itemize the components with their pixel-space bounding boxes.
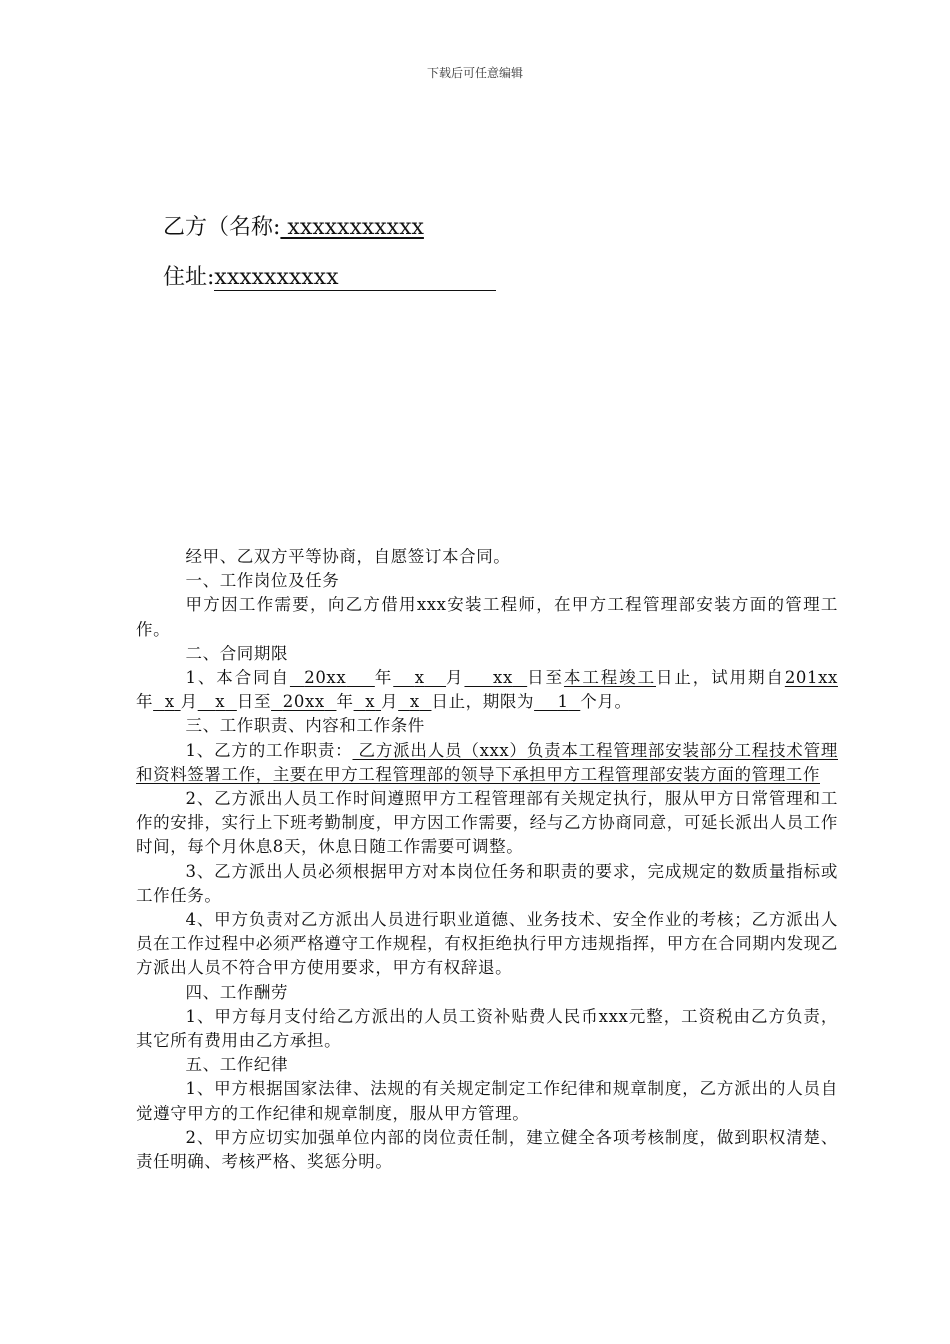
term-text: 年 [336,692,354,712]
term-text: 日止，试用期自 [656,668,785,688]
section-2-paragraph-1 [136,666,838,714]
section-1-title: 一、工作岗位及任务 [185,571,340,591]
term-text: 月 [180,692,198,712]
term-text: 日至 [527,668,564,688]
party-b-address-value: xxxxxxxxxx [214,265,339,290]
start-year: 20xx [304,668,347,688]
trial-end-day: x [409,692,420,712]
contract-body [136,545,838,1174]
trial-end-month: x [365,692,376,712]
term-text: 个月。 [580,692,632,712]
party-b-name-value: xxxxxxxxxxx [280,215,424,240]
term-months: 1 [557,692,569,712]
party-b-address-line [163,260,496,291]
trial-start-year: 201xx [784,668,838,688]
trial-start-day: x [215,692,226,712]
term-text: 月 [446,668,465,688]
party-b-address-label: 住址: [163,265,215,290]
section-3-title: 三、工作职责、内容和工作条件 [185,716,425,736]
section-4-paragraph-1: 1、甲方每月支付给乙方派出的人员工资补贴费人民币xxx元整，工资税由乙方负责，其它所有费用由乙方承担。 [136,1006,838,1051]
section-2-title: 二、合同期限 [185,643,289,663]
party-b-name-label: 乙方（名称: [163,215,281,240]
trial-end-year: 20xx [282,692,325,712]
section-5-paragraph-1: 1、甲方根据国家法律、法规的有关规定制定工作纪律和规章制度，乙方派出的人员自觉遵守甲方的工作纪律和规章制度，服从甲方管理。 [136,1079,838,1123]
party-b-address-field [214,266,496,291]
term-text: 月 [381,692,399,712]
party-b-name-line [163,210,424,241]
section-3-paragraph-3: 3、乙方派出人员必须根据甲方对本岗位任务和职责的要求，完成规定的数质量指标或工作任务。 [136,861,838,905]
term-text: 日至 [236,692,272,712]
header-note: 下载后可任意编辑 [426,66,523,80]
section-1-paragraph-1: 甲方因工作需要，向乙方借用xxx安装工程师，在甲方工程管理部安装方面的管理工作。 [136,595,838,639]
start-month: x [414,668,425,688]
term-text: 1、本合同自 [185,668,290,688]
section-4-title: 四、工作酬劳 [185,982,289,1002]
section-3-paragraph-1 [136,739,838,787]
section-3-paragraph-2: 2、乙方派出人员工作时间遵照甲方工程管理部有关规定执行，服从甲方日常管理和工作的安排，实行上下班考勤制度，甲方因工作需要，经与乙方协商同意，可延长派出人员工作时间，每个月休息8天，休息日随工作需要可调整。 [136,789,838,857]
section-3-paragraph-4: 4、甲方负责对乙方派出人员进行职业道德、业务技术、安全作业的考核；乙方派出人员在工作过程中必须严格遵守工作规程，有权拒绝执行甲方违规指挥，甲方在合同期内发现乙方派出人员不符合甲方使用要求，甲方有权辞退。 [136,910,838,978]
trial-start-month: x [164,692,175,712]
term-text: 日止，期限为 [431,692,535,712]
term-text: 年 [136,692,154,712]
start-day: xx [493,668,513,688]
duty-value: 乙方派出人员（xxx）负责本工程管理部安装部分工程技术管理和资料签署工作，主要在甲方工程管理部的领导下承担甲方工程管理部安装方面的管理工作 [136,740,838,784]
duty-label: 1、乙方的工作职责： [185,740,353,760]
end-text: 本工程竣工 [563,668,656,688]
term-text: 年 [374,668,394,688]
section-5-paragraph-2: 2、甲方应切实加强单位内部的岗位责任制，建立健全各项考核制度，做到职权清楚、责任明确、考核严格、奖惩分明。 [136,1127,838,1172]
section-5-title: 五、工作纪律 [185,1055,289,1075]
intro-paragraph: 经甲、乙双方平等协商，自愿签订本合同。 [185,547,511,566]
